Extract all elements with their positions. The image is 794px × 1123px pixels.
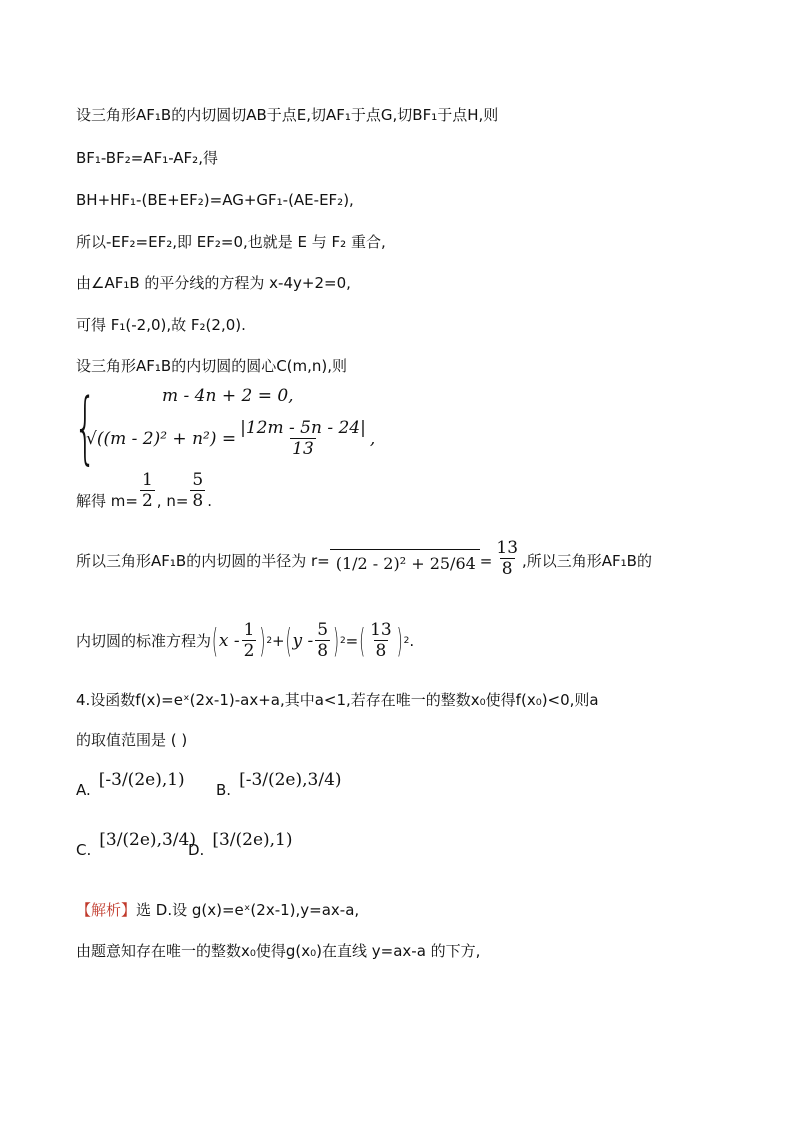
n-numerator: 5 [192,470,204,490]
equation-2-fraction [238,418,368,459]
circle-r-numerator: 13 [370,620,392,640]
text-line-4: 所以-EF₂=EF₂,即 EF₂=0,也就是 E 与 F₂ 重合, [76,233,386,251]
option-b[interactable] [216,770,342,800]
option-a[interactable] [76,770,185,800]
question-4-line-1: 4.设函数f(x)=eˣ(2x-1)-ax+a,其中a<1,若存在唯一的整数x₀使得f(x₀)<0,则a [76,691,599,709]
radius-denominator: 8 [501,559,513,579]
circle-y-term: y - [292,630,314,651]
system-brace: { [74,383,97,473]
solution-end: . [207,492,213,510]
m-numerator: 1 [141,470,153,490]
option-d-label: D. [188,841,205,859]
option-d[interactable] [188,830,293,860]
option-c-content: [3/(2e),3/4) [99,830,196,850]
circle-r-fraction [368,620,394,661]
circle-prefix: 内切圆的标准方程为 [76,632,212,650]
circle-x-denominator: 2 [243,641,255,661]
option-a-label: A. [76,781,91,799]
radius-sqrt-radicand: (1/2 - 2)² + 25/64 [330,549,480,573]
option-c[interactable] [76,830,196,860]
equation-2-end: , [369,428,376,449]
radius-line [76,538,652,579]
circle-r-square: 2 [403,635,410,646]
option-c-label: C. [76,841,92,859]
analysis-line-1 [76,900,359,920]
equation-2-lhs: √((m - 2)² + n²) = [86,428,237,449]
circle-x-square: 2 [266,635,273,646]
radius-suffix: ,所以三角形AF₁B的 [522,552,652,570]
analysis-tag: 【解析】 [76,901,137,919]
n-denominator: 8 [192,491,204,511]
text-line-2: BF₁-BF₂=AF₁-AF₂,得 [76,149,218,167]
text-line-1: 设三角形AF₁B的内切圆切AB于点E,切AF₁于点G,切BF₁于点H,则 [76,106,499,124]
circle-plus: + [272,631,285,650]
option-a-content: [-3/(2e),1) [98,770,185,790]
text-line-3: BH+HF₁-(BE+EF₂)=AG+GF₁-(AE-EF₂), [76,191,354,209]
analysis-line-2: 由题意知存在唯一的整数x₀使得g(x₀)在直线 y=ax-a 的下方, [76,942,481,960]
circle-end: . [409,631,415,650]
solution-prefix: 解得 m= [76,492,138,510]
circle-x-fraction [242,620,257,661]
system-equation-2 [86,418,375,459]
solution-mid: , n= [156,492,189,510]
circle-x-term: x - [218,630,240,651]
circle-r-denominator: 8 [375,641,387,661]
m-denominator: 2 [141,491,153,511]
question-4-line-2: 的取值范围是 ( ) [76,731,188,749]
option-d-content: [3/(2e),1) [212,830,293,850]
text-line-5: 由∠AF₁B 的平分线的方程为 x-4y+2=0, [76,274,351,292]
option-b-label: B. [216,781,232,799]
m-fraction [140,470,155,511]
circle-equation-line: 内切圆的标准方程为 ( x - $\frac{1}{2}$ ) 2 + ( y - $\frac{5}{8}$ ) 2 = ( $\frac{13}{8}$ ) 2 . [76,620,415,661]
circle-x-numerator: 1 [243,620,255,640]
analysis-text: 选 D.设 g(x)=eˣ(2x-1),y=ax-a, [136,901,360,919]
circle-y-denominator: 8 [317,641,329,661]
equation-2-denominator: 13 [292,439,314,459]
circle-y-square: 2 [339,635,346,646]
circle-y-fraction [315,620,330,661]
solution-line [76,470,212,511]
circle-y-numerator: 5 [317,620,329,640]
equation-2-numerator: |12m - 5n - 24| [240,418,366,438]
text-line-6: 可得 F₁(-2,0),故 F₂(2,0). [76,316,246,334]
radius-equals: = [479,552,493,570]
radius-prefix: 所以三角形AF₁B的内切圆的半径为 r= [76,552,330,570]
circle-equals: = [345,631,359,650]
radius-numerator: 13 [496,538,519,558]
radius-fraction [494,538,520,579]
option-b-content: [-3/(2e),3/4) [239,770,342,790]
system-equation-1: m - 4n + 2 = 0, [162,386,294,406]
text-line-7: 设三角形AF₁B的内切圆的圆心C(m,n),则 [76,357,348,375]
n-fraction [190,470,205,511]
